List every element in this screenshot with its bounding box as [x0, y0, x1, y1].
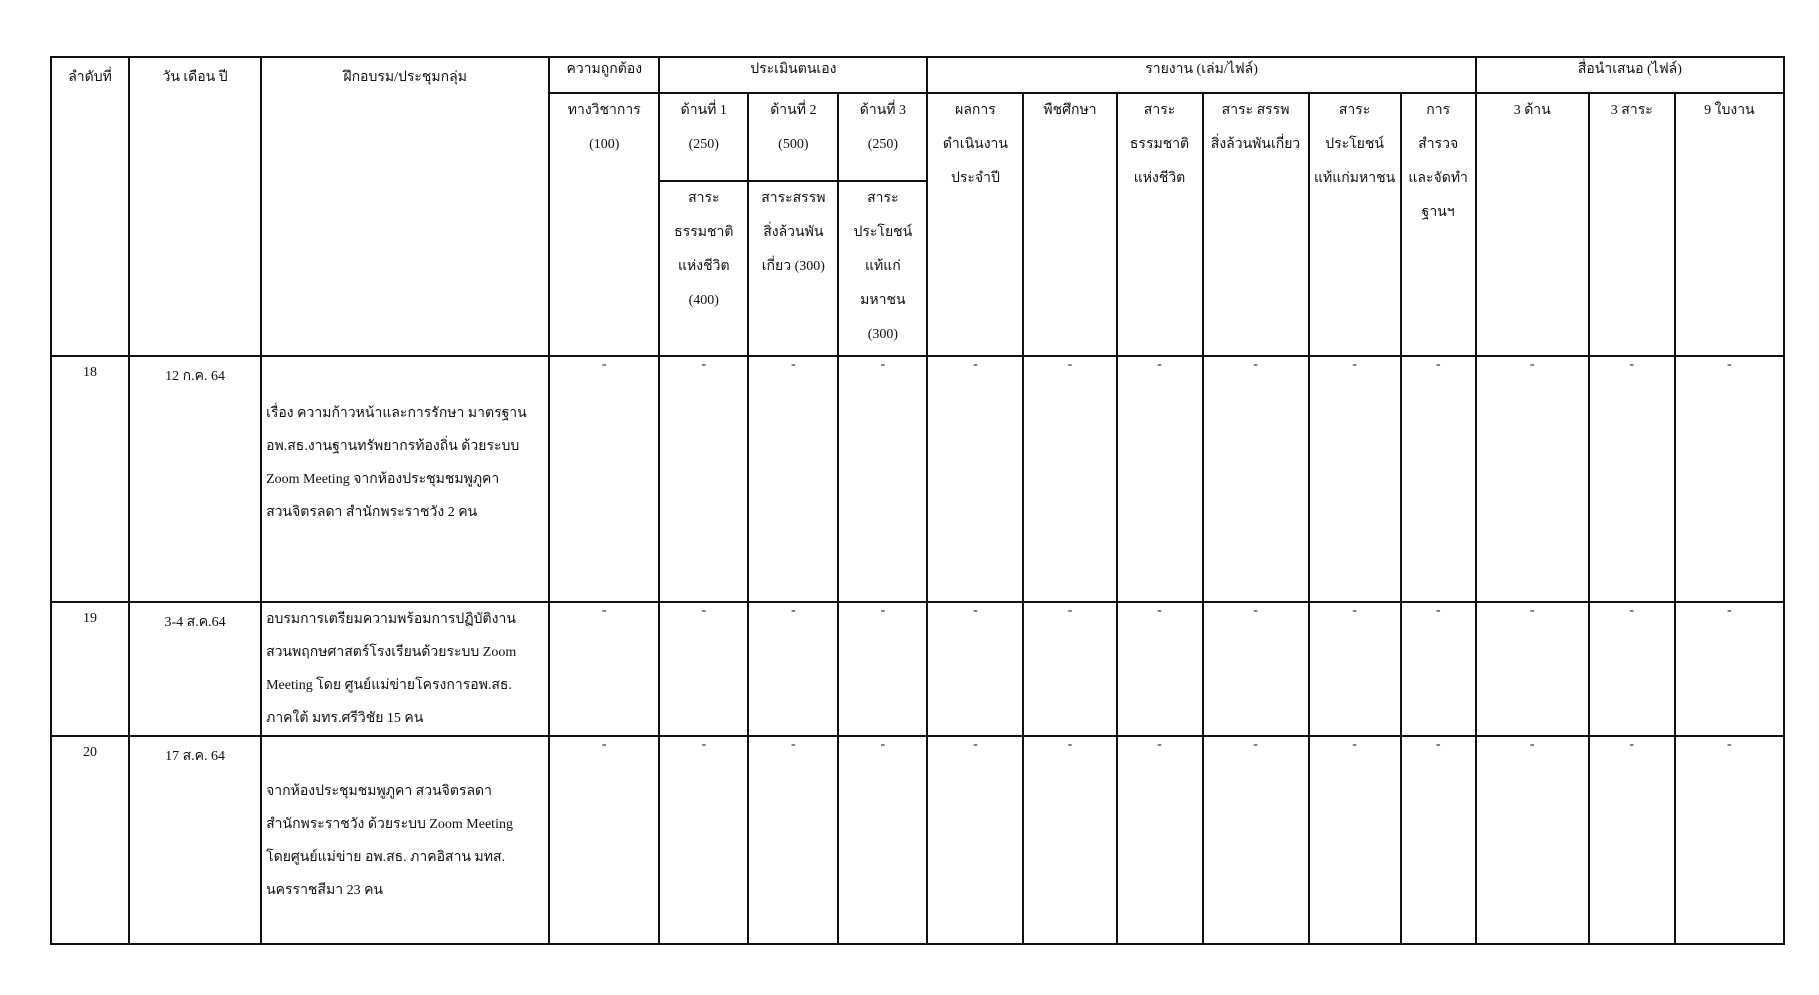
self-eval-2-d2: สิ่งล้วนพัน [763, 225, 824, 240]
self-eval-3-l1: ด้านที่ 3 [859, 103, 906, 118]
topic-line: โดยศูนย์แม่ข่าย อพ.สธ. ภาคอิสาน มทส. [266, 850, 506, 865]
col-header-self-eval-2 [748, 93, 838, 181]
report-3-l3: แห่งชีวิต [1133, 171, 1186, 186]
col-header-self-eval-3 [838, 93, 927, 181]
col-subheader-self-eval-3 [838, 181, 927, 356]
report-5-l1: สาระ [1338, 103, 1371, 118]
cell-self-eval-2: - [748, 602, 838, 736]
self-eval-3-d4: มหาชน [860, 293, 906, 308]
row-number: 18 [51, 356, 129, 602]
row-date: 12 ก.ค. 64 [129, 356, 261, 602]
cell-self-eval-3: - [838, 356, 927, 602]
cell-report-3: - [1117, 736, 1203, 944]
self-eval-2-l1: ด้านที่ 2 [770, 103, 817, 118]
cell-report-2: - [1023, 356, 1116, 602]
self-eval-2-d1: สาระสรรพ [761, 191, 826, 206]
cell-media-3: - [1675, 736, 1784, 944]
row-number: 19 [51, 602, 129, 736]
cell-media-1: - [1476, 356, 1589, 602]
col-header-academic-title: ความถูกต้อง [549, 57, 659, 93]
col-header-training: ฝึกอบรม/ประชุมกลุ่ม [261, 57, 549, 356]
cell-report-5: - [1309, 356, 1401, 602]
cell-report-2: - [1023, 736, 1116, 944]
col-header-media-2: 3 สาระ [1589, 93, 1675, 356]
cell-self-eval-3: - [838, 736, 927, 944]
col-header-report-4 [1203, 93, 1309, 356]
self-eval-3-l2: (250) [867, 137, 899, 152]
self-eval-1-d4: (400) [688, 293, 719, 308]
topic-line: จากห้องประชุมชมพูภูคา สวนจิตรลดา [266, 784, 493, 799]
report-1-l1: ผลการ [955, 103, 996, 118]
header-row-1 [51, 57, 1784, 93]
self-eval-2-l2: (500) [778, 137, 809, 152]
report-4-l1: สาระ สรรพ [1221, 103, 1290, 118]
self-eval-2-d3: เกี่ยว (300) [761, 259, 825, 274]
cell-media-2: - [1589, 356, 1675, 602]
topic-line: เรื่อง ความก้าวหน้าและการรักษา มาตรฐาน [266, 406, 527, 421]
cell-report-6: - [1401, 736, 1476, 944]
group-header-media: สื่อนำเสนอ (ไฟล์) [1476, 57, 1784, 93]
row-topic [261, 602, 549, 736]
col-header-report-6 [1401, 93, 1476, 356]
topic-line: Meeting โดย ศูนย์แม่ข่ายโครงการอพ.สธ. [266, 678, 512, 693]
report-6-l2: สำรวจ [1418, 137, 1459, 152]
table-row [51, 356, 1784, 602]
col-header-report-1 [927, 93, 1023, 356]
report-3-l1: สาระ [1143, 103, 1176, 118]
topic-line: นครราชสีมา 23 คน [266, 883, 384, 898]
report-5-l3: แท้แก่มหาชน [1314, 171, 1396, 186]
report-6-l3: และจัดทำ [1408, 171, 1468, 186]
cell-media-1: - [1476, 736, 1589, 944]
cell-report-2: - [1023, 602, 1116, 736]
cell-report-6: - [1401, 356, 1476, 602]
cell-report-3: - [1117, 602, 1203, 736]
cell-academic: - [549, 736, 659, 944]
col-header-date: วัน เดือน ปี [129, 57, 261, 356]
col-header-order: ลำดับที่ [51, 57, 129, 356]
report-table [50, 56, 1785, 945]
topic-line: สำนักพระราชวัง ด้วยระบบ Zoom Meeting [266, 817, 513, 832]
self-eval-1-l1: ด้านที่ 1 [680, 103, 727, 118]
cell-self-eval-2: - [748, 736, 838, 944]
table-row [51, 736, 1784, 944]
col-header-report-5 [1309, 93, 1401, 356]
col-header-media-1: 3 ด้าน [1476, 93, 1589, 356]
col-header-report-3 [1117, 93, 1203, 356]
cell-report-4: - [1203, 602, 1309, 736]
cell-self-eval-2: - [748, 356, 838, 602]
cell-report-4: - [1203, 356, 1309, 602]
report-1-l3: ประจำปี [950, 171, 1000, 186]
cell-report-3: - [1117, 356, 1203, 602]
cell-report-1: - [927, 602, 1023, 736]
self-eval-1-d3: แห่งชีวิต [678, 259, 730, 274]
cell-self-eval-3: - [838, 602, 927, 736]
row-number: 20 [51, 736, 129, 944]
row-topic [261, 356, 549, 602]
report-1-l2: ดำเนินงาน [942, 137, 1008, 152]
cell-media-3: - [1675, 602, 1784, 736]
report-2-l1: พืชศึกษา [1043, 103, 1097, 118]
academic-sub1: ทางวิชาการ [567, 103, 641, 118]
cell-media-2: - [1589, 736, 1675, 944]
cell-report-6: - [1401, 602, 1476, 736]
cell-academic: - [549, 356, 659, 602]
cell-self-eval-1: - [659, 356, 748, 602]
row-date: 3-4 ส.ค.64 [129, 602, 261, 736]
cell-report-1: - [927, 356, 1023, 602]
table-row [51, 602, 1784, 736]
academic-sub2: (100) [589, 137, 620, 152]
self-eval-3-d2: ประโยชน์ [853, 225, 913, 240]
group-header-self-eval: ประเมินตนเอง [659, 57, 927, 93]
topic-line: อพ.สธ.งานฐานทรัพยากรท้องถิ่น ด้วยระบบ [266, 439, 520, 454]
report-3-l2: ธรรมชาติ [1129, 137, 1190, 152]
col-header-self-eval-1 [659, 93, 748, 181]
cell-self-eval-1: - [659, 736, 748, 944]
cell-report-1: - [927, 736, 1023, 944]
topic-line: สวนจิตรลดา สำนักพระราชวัง 2 คน [266, 505, 478, 520]
self-eval-3-d3: แท้แก่ [864, 259, 901, 274]
topic-line: ภาคใต้ มทร.ศรีวิชัย 15 คน [266, 711, 424, 726]
col-header-report-2 [1023, 93, 1116, 356]
cell-report-5: - [1309, 602, 1401, 736]
col-header-media-3: 9 ใบงาน [1675, 93, 1784, 356]
cell-self-eval-1: - [659, 602, 748, 736]
self-eval-1-l2: (250) [688, 137, 719, 152]
cell-media-3: - [1675, 356, 1784, 602]
topic-line: Zoom Meeting จากห้องประชุมชมพูภูคา [266, 472, 500, 487]
self-eval-3-d1: สาระ [867, 191, 899, 206]
report-6-l4: ฐานฯ [1421, 205, 1455, 220]
topic-line: สวนพฤกษศาสตร์โรงเรียนด้วยระบบ Zoom [266, 645, 517, 660]
self-eval-3-d5: (300) [867, 327, 899, 342]
row-date: 17 ส.ค. 64 [129, 736, 261, 944]
report-5-l2: ประโยชน์ [1325, 137, 1384, 152]
cell-report-5: - [1309, 736, 1401, 944]
report-4-l2: สิ่งล้วนพันเกี่ยว [1210, 137, 1301, 152]
topic-line: อบรมการเตรียมความพร้อมการปฏิบัติงาน [266, 612, 516, 627]
row-topic [261, 736, 549, 944]
cell-media-2: - [1589, 602, 1675, 736]
cell-academic: - [549, 602, 659, 736]
group-header-report: รายงาน (เล่ม/ไฟล์) [927, 57, 1475, 93]
col-subheader-self-eval-2 [748, 181, 838, 356]
cell-media-1: - [1476, 602, 1589, 736]
cell-report-4: - [1203, 736, 1309, 944]
col-subheader-self-eval-1 [659, 181, 748, 356]
report-6-l1: การ [1426, 103, 1451, 118]
self-eval-1-d2: ธรรมชาติ [674, 225, 734, 240]
col-header-academic [549, 93, 659, 356]
self-eval-1-d1: สาระ [688, 191, 720, 206]
